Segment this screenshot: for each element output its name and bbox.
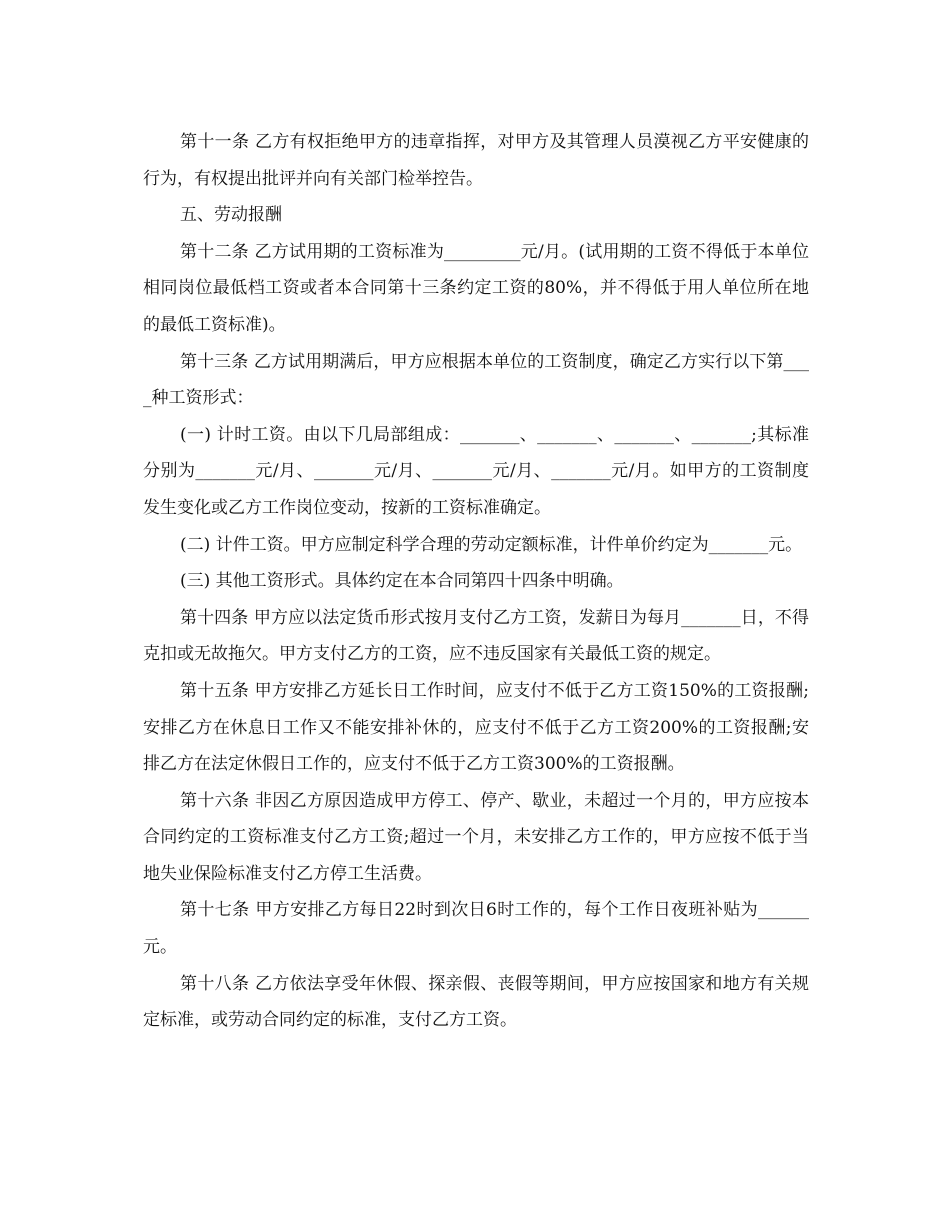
paragraph-article-14: 第十四条 甲方应以法定货币形式按月支付乙方工资，发薪日为每月_______日，不得克扣或无故拖欠。甲方支付乙方的工资，应不违反国家有关最低工资的规定。 (143, 607, 809, 665)
document-body (143, 124, 809, 1039)
paragraph-article-11: 第十一条 乙方有权拒绝甲方的违章指挥，对甲方及其管理人员漠视乙方平安健康的行为，有权提出批评并向有关部门检举控告。 (143, 132, 809, 189)
paragraph-article-17: 第十七条 甲方安排乙方每日22时到次日6时工作的，每个工作日夜班补贴为______元。 (143, 900, 809, 958)
paragraph-article-18: 第十八条 乙方依法享受年休假、探亲假、丧假等期间，甲方应按国家和地方有关规定标准，或劳动合同约定的标准，支付乙方工资。 (143, 973, 809, 1031)
paragraph-piece-wage: (二) 计件工资。甲方应制定科学合理的劳动定额标准，计件单价约定为_______元。 (180, 534, 803, 555)
paragraph-article-15: 第十五条 甲方安排乙方延长日工作时间，应支付不低于乙方工资150%的工资报酬;安排乙方在休息日工作又不能安排补休的，应支付不低于乙方工资200%的工资报酬;安排乙方在法定休假日工作的，应支付不低于乙方工资300%的工资报酬。 (143, 680, 809, 775)
paragraph-other-wage: (三) 其他工资形式。具体约定在本合同第四十四条中明确。 (180, 571, 624, 592)
paragraph-article-16: 第十六条 非因乙方原因造成甲方停工、停产、歇业，未超过一个月的，甲方应按本合同约定的工资标准支付乙方工资;超过一个月，未安排乙方工作的，甲方应按不低于当地失业保险标准支付乙方停工生活费。 (143, 790, 809, 884)
section-heading-remuneration: 五、劳动报酬 (180, 205, 282, 226)
paragraph-time-wage: (一) 计时工资。由以下几局部组成：_______、_______、_______、_______;其标准分别为_______元/月、_______元/月、_______元/月、_______元/月。如甲方的工资制度发生变化或乙方工作岗位变动，按新的工资标准确定。 (143, 424, 809, 518)
paragraph-article-13: 第十三条 乙方试用期满后，甲方应根据本单位的工资制度，确定乙方实行以下第____种工资形式： (143, 351, 809, 409)
paragraph-article-12: 第十二条 乙方试用期的工资标准为_________元/月。(试用期的工资不得低于本单位相同岗位最低档工资或者本合同第十三条约定工资的80%，并不得低于用人单位所在地的最低工资标准)。 (143, 241, 809, 335)
